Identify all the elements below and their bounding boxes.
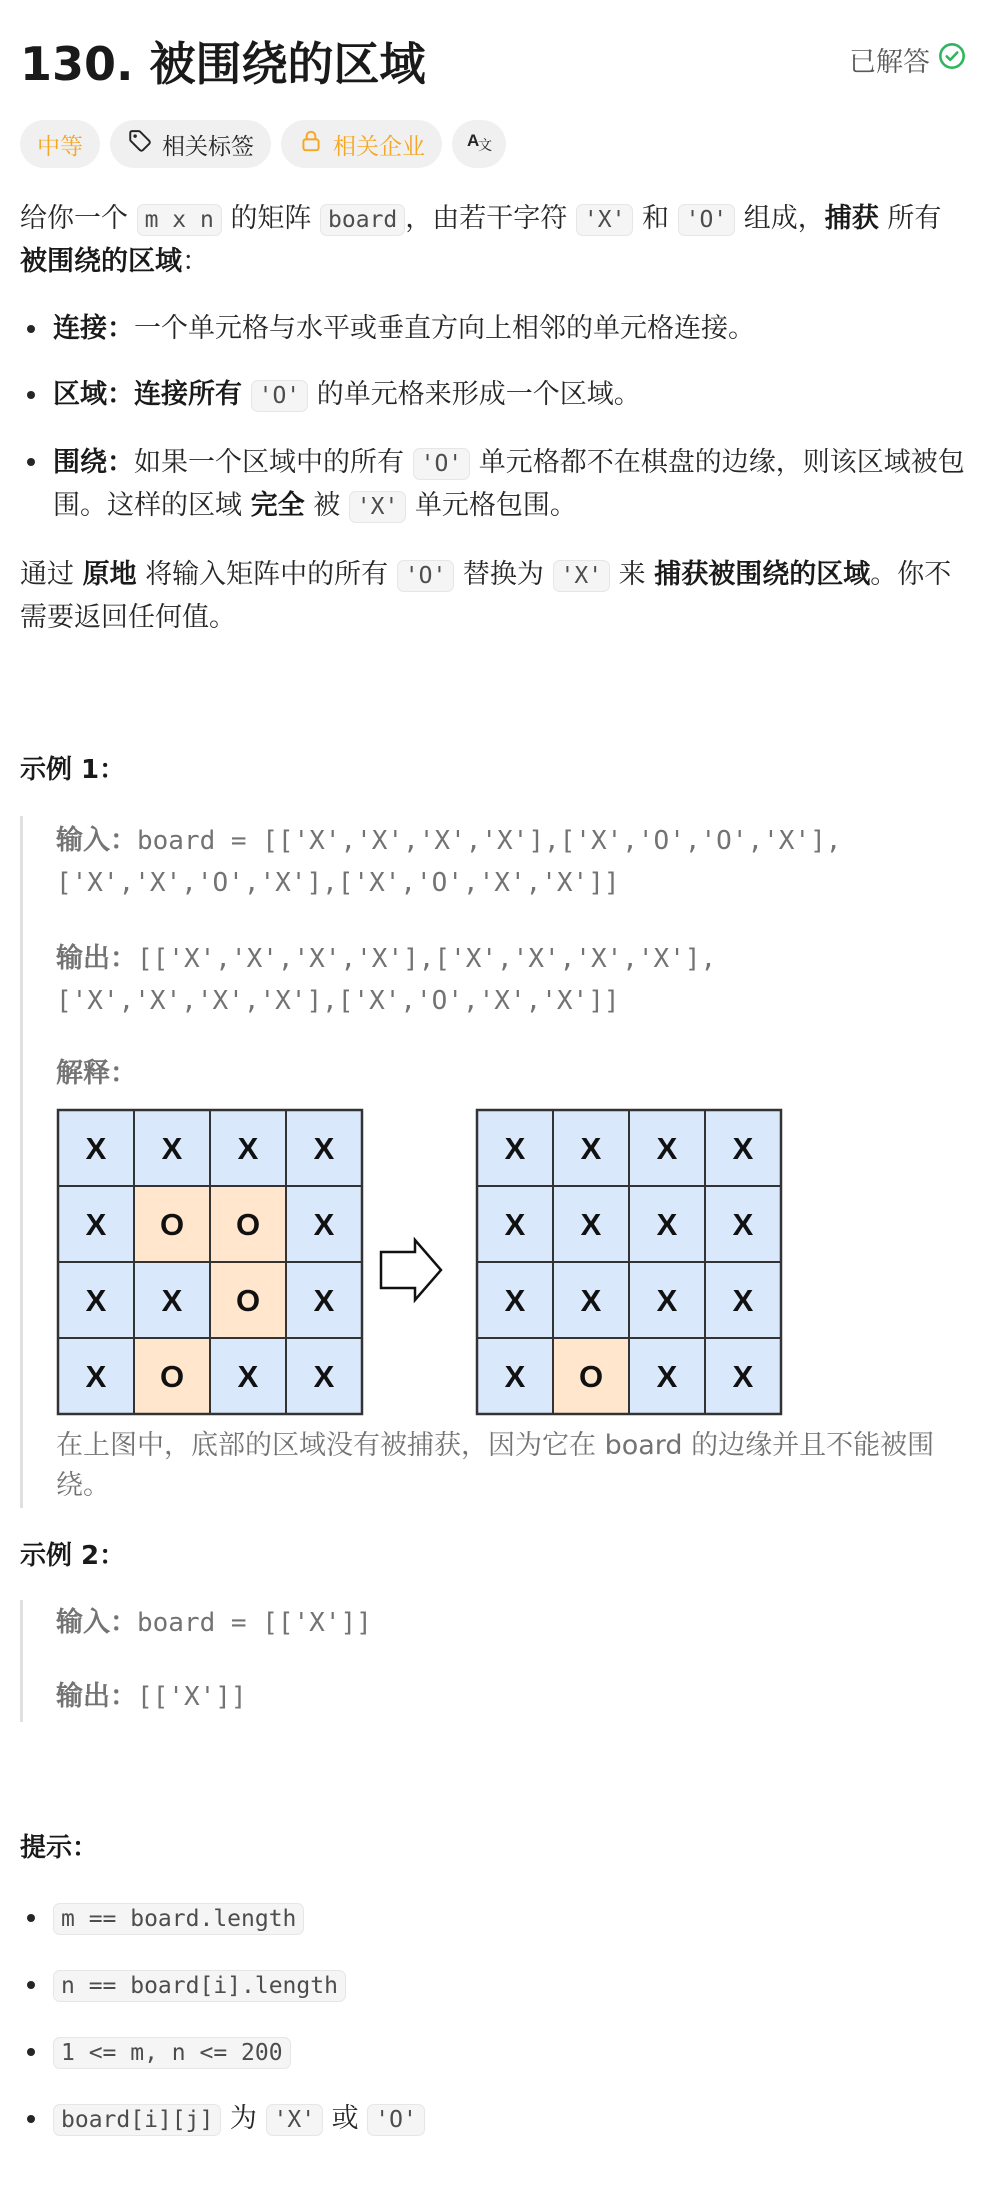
bold-text: 区域： bbox=[53, 379, 134, 410]
text: 为 bbox=[229, 2103, 257, 2134]
grid-cell-value: X bbox=[580, 1283, 602, 1318]
bold-text: 捕获被围绕的区域 bbox=[654, 559, 871, 590]
grid-cell-value: X bbox=[313, 1283, 335, 1318]
text: 的单元格来形成一个区域。 bbox=[316, 379, 641, 410]
text: 一个单元格与水平或垂直方向上相邻的单元格连接。 bbox=[134, 313, 755, 344]
grid-cell-value: X bbox=[580, 1207, 602, 1242]
grid-cell-value: X bbox=[504, 1131, 526, 1166]
grid-cell-value: X bbox=[237, 1359, 259, 1394]
inline-code: 'X' bbox=[349, 491, 407, 523]
example-1-diagram bbox=[56, 1108, 816, 1436]
related-companies-label: 相关企业 bbox=[333, 133, 425, 160]
grid-cell-value: X bbox=[580, 1131, 602, 1166]
constraints-title: 提示： bbox=[20, 1833, 99, 1863]
definition-list bbox=[20, 309, 966, 528]
bold-text: 被围绕的区域 bbox=[20, 246, 182, 277]
description-paragraph-1 bbox=[20, 198, 966, 283]
text: 给你一个 bbox=[20, 203, 128, 234]
explain-label: 解释： bbox=[56, 1058, 137, 1089]
example-1-title: 示例 1： bbox=[20, 755, 126, 785]
bold-text: 原地 bbox=[82, 559, 137, 590]
grid-cell-value: X bbox=[313, 1207, 335, 1242]
text: ： bbox=[182, 246, 209, 277]
text: 如果一个区域中的所有 bbox=[134, 447, 404, 478]
bold-text: 捕获 bbox=[824, 203, 879, 234]
example-1-output bbox=[56, 938, 966, 1022]
text: 单元格都不在棋盘的边缘，则该区域被包围。这样的区域 bbox=[53, 447, 965, 521]
grid-cell-value: X bbox=[504, 1359, 526, 1394]
grid-cell-value: X bbox=[504, 1207, 526, 1242]
grid-cell-value: X bbox=[732, 1207, 754, 1242]
grid-cell-value: X bbox=[732, 1283, 754, 1318]
solved-status[interactable] bbox=[849, 40, 966, 79]
grid-before bbox=[58, 1110, 362, 1414]
example-1-explain-label bbox=[56, 1054, 966, 1094]
text: 替换为 bbox=[462, 559, 544, 590]
grid-cell-value: X bbox=[504, 1283, 526, 1318]
tag-bar bbox=[20, 120, 506, 168]
text: 来 bbox=[618, 559, 646, 590]
grid-cell-value: X bbox=[656, 1359, 678, 1394]
output-label: 输出： bbox=[56, 943, 137, 974]
inline-code: n == board[i].length bbox=[53, 1970, 346, 2002]
text: 的矩阵 bbox=[230, 203, 312, 234]
example-1-figure bbox=[56, 1108, 966, 1436]
check-circle-icon bbox=[938, 42, 966, 77]
inline-code: board[i][j] bbox=[53, 2104, 221, 2136]
list-item bbox=[20, 309, 966, 349]
translate-icon bbox=[466, 128, 492, 160]
inline-code: 'O' bbox=[251, 380, 309, 412]
inline-code: 'X' bbox=[266, 2104, 324, 2136]
inline-code: m x n bbox=[137, 204, 222, 236]
input-value: board = [['X','X','X','X'],['X','O','O','X'],['X','X','O','X'],['X','O','X','X']] bbox=[56, 826, 842, 898]
related-tags-label: 相关标签 bbox=[162, 133, 254, 160]
bold-text: 连接所有 bbox=[134, 379, 242, 410]
example-1-block bbox=[20, 816, 966, 1508]
grid-cell-value: X bbox=[313, 1131, 335, 1166]
input-label: 输入： bbox=[56, 1607, 137, 1638]
list-item bbox=[20, 375, 966, 416]
text: 。你不需要返回任何值。 bbox=[20, 559, 952, 633]
grid-cell-value: O bbox=[235, 1207, 261, 1242]
list-item bbox=[20, 442, 966, 528]
text: 或 bbox=[331, 2103, 359, 2134]
inline-code: 'X' bbox=[576, 204, 634, 236]
grid-cell-value: X bbox=[656, 1131, 678, 1166]
example-1-input bbox=[56, 816, 966, 904]
grid-cell-value: X bbox=[313, 1359, 335, 1394]
text: ，由若干字符 bbox=[405, 203, 568, 234]
difficulty-badge[interactable]: 中等 bbox=[20, 120, 100, 168]
text: 通过 bbox=[20, 559, 74, 590]
translate-button[interactable] bbox=[452, 120, 506, 168]
grid-cell-value: X bbox=[732, 1131, 754, 1166]
related-companies-button[interactable] bbox=[281, 120, 442, 168]
problem-description bbox=[20, 198, 966, 2140]
example-2-block bbox=[20, 1600, 966, 1722]
input-value: board = [['X']] bbox=[137, 1608, 372, 1638]
grid-cell-value: X bbox=[656, 1283, 678, 1318]
grid-cell-value: X bbox=[85, 1283, 107, 1318]
list-item bbox=[20, 1965, 966, 2006]
bold-text: 围绕： bbox=[53, 447, 134, 478]
grid-cell-value: O bbox=[159, 1207, 185, 1242]
text: 所有 bbox=[887, 203, 942, 234]
inline-code: 'O' bbox=[678, 204, 736, 236]
example-1-explain-text: 在上图中，底部的区域没有被捕获，因为它在 board 的边缘并且不能被围绕。 bbox=[56, 1430, 935, 1501]
inline-code: m == board.length bbox=[53, 1903, 304, 1935]
grid-cell-value: O bbox=[235, 1283, 261, 1318]
grid-cell-value: X bbox=[656, 1207, 678, 1242]
output-value: [['X','X','X','X'],['X','X','X','X'],['X','X','X','X'],['X','O','X','X']] bbox=[56, 944, 717, 1016]
text: 组成， bbox=[743, 203, 825, 234]
output-value: [['X']] bbox=[137, 1682, 247, 1712]
svg-text:文: 文 bbox=[478, 137, 492, 153]
constraints-list bbox=[20, 1898, 966, 2140]
grid-cell-value: X bbox=[161, 1131, 183, 1166]
grid-cell-value: X bbox=[85, 1131, 107, 1166]
example-2-input bbox=[56, 1600, 966, 1644]
input-label: 输入： bbox=[56, 825, 137, 856]
text: 单元格包围。 bbox=[414, 490, 577, 521]
grid-cell-value: X bbox=[85, 1207, 107, 1242]
inline-code: 1 <= m, n <= 200 bbox=[53, 2037, 291, 2069]
arrow-right-icon bbox=[381, 1240, 441, 1300]
svg-text:A: A bbox=[467, 131, 480, 150]
text: 被 bbox=[313, 490, 341, 521]
grid-cell-value: O bbox=[578, 1359, 604, 1394]
inline-code: 'O' bbox=[413, 448, 471, 480]
output-label: 输出： bbox=[56, 1681, 137, 1712]
related-tags-button[interactable] bbox=[110, 120, 271, 168]
grid-cell-value: O bbox=[159, 1359, 185, 1394]
text: 和 bbox=[642, 203, 670, 234]
problem-header bbox=[20, 24, 966, 90]
description-paragraph-2 bbox=[20, 554, 966, 638]
example-2-title: 示例 2： bbox=[20, 1541, 126, 1571]
grid-cell-value: X bbox=[161, 1283, 183, 1318]
lock-icon bbox=[298, 128, 324, 160]
grid-cell-value: X bbox=[732, 1359, 754, 1394]
grid-after bbox=[477, 1110, 781, 1414]
tag-icon bbox=[127, 128, 153, 160]
list-item bbox=[20, 2032, 966, 2073]
inline-code: 'O' bbox=[397, 560, 455, 592]
inline-code: board bbox=[320, 204, 405, 236]
list-item bbox=[20, 1898, 966, 1939]
grid-cell-value: X bbox=[85, 1359, 107, 1394]
list-item bbox=[20, 2099, 966, 2140]
bold-text: 完全 bbox=[250, 490, 305, 521]
inline-code: 'X' bbox=[553, 560, 611, 592]
solved-label: 已解答 bbox=[849, 47, 930, 78]
example-2-output bbox=[56, 1676, 966, 1722]
text: 将输入矩阵中的所有 bbox=[145, 559, 389, 590]
grid-cell-value: X bbox=[237, 1131, 259, 1166]
inline-code: 'O' bbox=[367, 2104, 425, 2136]
bold-text: 连接： bbox=[53, 313, 134, 344]
page-title: 130. 被围绕的区域 bbox=[20, 37, 426, 91]
